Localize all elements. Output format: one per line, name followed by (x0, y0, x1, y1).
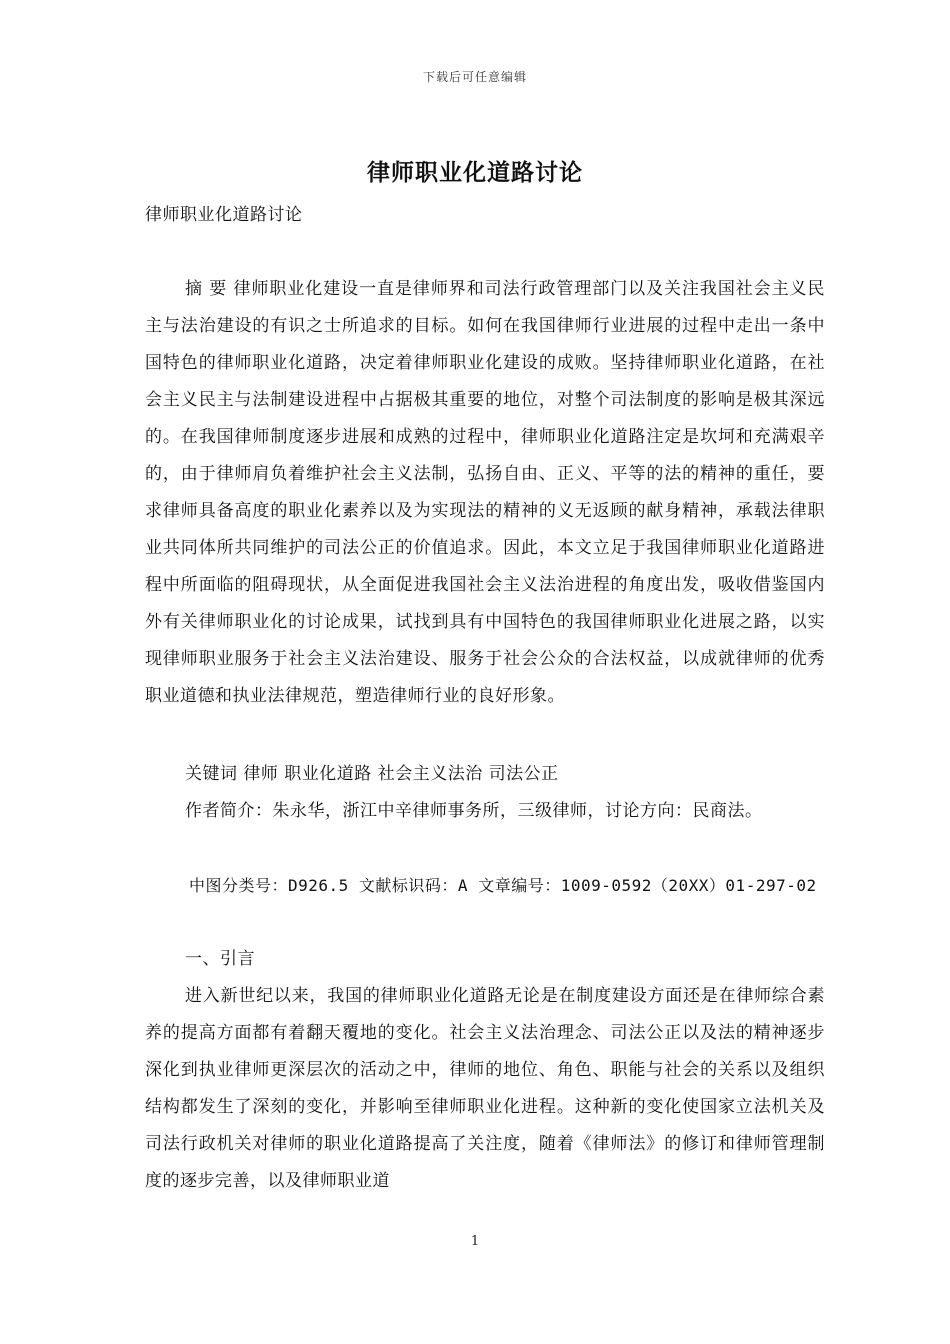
author-info: 作者简介：朱永华，浙江中辛律师事务所，三级律师，讨论方向：民商法。 (185, 801, 763, 821)
document-subtitle: 律师职业化道路讨论 (145, 205, 303, 225)
abstract-paragraph: 摘 要 律师职业化建设一直是律师界和司法行政管理部门以及关注我国社会主义民主与法治建设的有识之士所追求的目标。如何在我国律师行业进展的过程中走出一条中国特色的律师职业化道路，决定着律师职业化建设的成败。坚持律师职业化道路，在社会主义民主与法制建设进程中占据极其重要的地位，对整个司法制度的影响是极其深远的。在我国律师制度逐步进展和成熟的过程中，律师职业化道路注定是坎坷和充满艰辛的，由于律师肩负着维护社会主义法制，弘扬自由、正义、平等的法的精神的重任，要求律师具备高度的职业化素养以及为实现法的精神的义无返顾的献身精神，承载法律职业共同体所共同维护的司法公正的价值追求。因此，本文立足于我国律师职业化道路进程中所面临的阻碍现状，从全面促进我国社会主义法治进程的角度出发，吸收借鉴国内外有关律师职业化的讨论成果，试找到具有中国特色的我国律师职业化进展之路，以实现律师职业服务于社会主义法治建设、服务于社会公众的合法权益，以成就律师的优秀职业道德和执业法律规范，塑造律师行业的良好形象。 (145, 279, 825, 706)
document-title: 律师职业化道路讨论 (367, 159, 583, 186)
header-note: 下载后可任意编辑 (422, 70, 527, 84)
classification-line: 中图分类号：D926.5 文献标识码：A 文章编号：1009-0592（20XX）01-297-02 (189, 876, 817, 895)
keywords-line: 关键词 律师 职业化道路 社会主义法治 司法公正 (185, 764, 559, 784)
intro-paragraph: 进入新世纪以来，我国的律师职业化道路无论是在制度建设方面还是在律师综合素养的提高方面都有着翻天覆地的变化。社会主义法治理念、司法公正以及法的精神逐步深化到执业律师更深层次的活动之中，律师的地位、角色、职能与社会的关系以及组织结构都发生了深刻的变化，并影响至律师职业化进程。这种新的变化使国家立法机关及司法行政机关对律师的职业化道路提高了关注度，随着《律师法》的修订和律师管理制度的逐步完善，以及律师职业道 (145, 986, 825, 1191)
section-heading: 一、引言 (185, 949, 255, 969)
page-number: 1 (470, 1234, 480, 1249)
